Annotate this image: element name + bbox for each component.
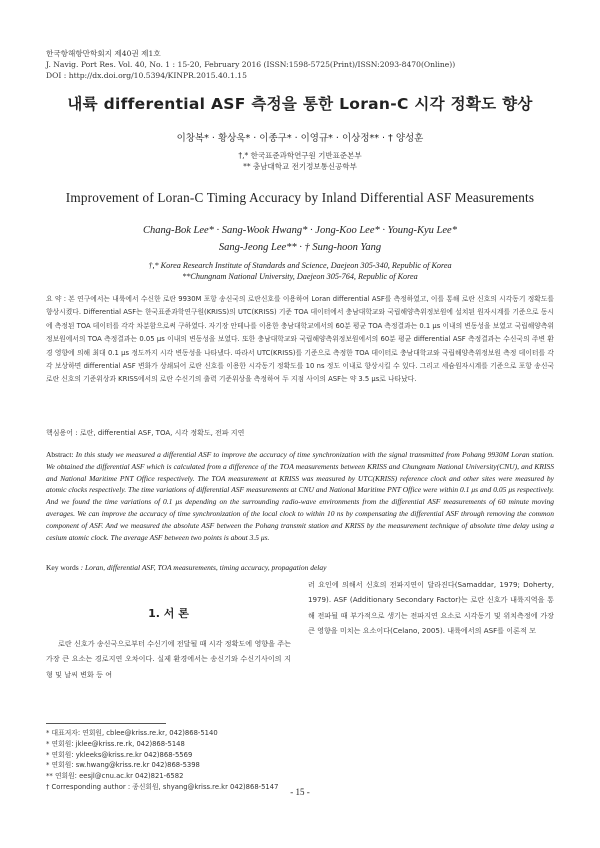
english-authors <box>0 222 600 256</box>
footnote-1: * 대표저자: 연회원, cblee@kriss.re.kr, 042)868-5140 <box>46 729 218 737</box>
korean-affiliation-2: ** 충남대학교 전기정보통신공학부 <box>243 162 357 171</box>
journal-citation: J. Navig. Port Res. Vol. 40, No. 1 : 15-20, February 2016 (ISSN:1598-5725(Print)/ISSN:2093-8470(Online)) <box>46 60 456 69</box>
english-abstract-label: Abstract: <box>46 450 74 459</box>
korean-title: 내륙 differential ASF 측정을 통한 Loran-C 시각 정확도 향상 <box>67 95 533 113</box>
english-abstract-text: In this study we measured a differential ASF to improve the accuracy of time synchronization with the signal transmitted from Pohang 9930M Loran station. We obtained the differential ASF which is calculated from a difference of the TOA measurements between KRISS and Chungnam National University(CNU), and KRISS and National Maritime PNT Office respectively. The TOA measurement at KRISS was measured by UTC(KRISS) reference clock and other sites were measured by atomic clocks respectively. The time variations of differential ASF measurements at CNU and National Maritime PNT Office were within 0.1 μs and 0.05 μs respectively. And we found the time variations of 0.1 μs depending on the surrounding radio-wave environments from the differential ASF measurements of 60 minute moving averages. We can improve the accuracy of time synchronization of the local clock to within 10 ns by compensating the differential ASF through removing the common component of ASF. And we measured the absolute ASF between the Pohang transmit station and KRISS by the measurement technique of absolute time delay using a cesium atomic clock. The average ASF between two points is about 3.5 μs. <box>46 450 554 542</box>
journal-doi[interactable]: DOI : http://dx.doi.org/10.5394/KINPR.2015.40.1.15 <box>46 71 247 80</box>
intro-right-column: 러 요인에 의해서 신호의 전파지연이 달라진다(Samaddar, 1979; Doherty, 1979). ASF (Additionary Secondary Factor)는 로란 신호가 내륙지역을 통해 전파될 때 부가적으로 생기는 전파지연 요소로 시각동기 및 위치측정에 가장 큰 영향을 미치는 요소이다(Celano, 2005). 내륙에서의 ASF를 이론적 모 <box>308 580 554 635</box>
korean-affiliation-1: †,* 한국표준과학연구원 기반표준본부 <box>238 151 362 160</box>
english-title: Improvement of Loran-C Timing Accuracy by Inland Differential ASF Measurements <box>65 190 535 205</box>
footnote-6: † Corresponding author : 종신회원, shyang@kriss.re.kr 042)868-5147 <box>46 782 279 791</box>
page-number: - 15 - <box>290 787 310 797</box>
english-abstract <box>46 449 554 543</box>
english-affiliations <box>0 260 600 282</box>
english-keywords <box>46 563 326 572</box>
intro-left-column: 로란 신호가 송신국으로부터 수신기에 전달될 때 시각 정확도에 영향을 주는 가장 큰 요소는 경로지연 오차이다. 실제 환경에서는 송신기와 수신기사이의 지형 및 날씨 변화 등 여 <box>46 639 291 679</box>
korean-abstract: 요 약 : 본 연구에서는 내륙에서 수신한 로란 9930M 포항 송신국의 로란신호를 이용하여 Loran differential ASF를 측정하였고, 이를 통해 로란 신호의 시각동기 정확도를 향상시켰다. Differential ASF는 한국표준과학연구원(KRISS)의 UTC(KRISS) 기준 TOA 데이터에서 충남대학교와 국립해양측위정보원에 설치된 원자시계를 기준으로 동시에 측정된 TOA 데이터를 각각 차분함으로써 구하였다. 자기장 안테나를 이용한 충남대학교에서의 60분 평균 TOA 측정결과는 0.1 μs 이내의 변동성을 보였고 국립해양측위정보원에서의 TOA 측정결과는 0.05 μs 이내의 변동성을 보였다. 또한 충남대학교와 국립해양측위정보원에서의 60분 평균 differential ASF 측정결과는 수신국의 주변 환경 영향에 의해 최대 0.1 μs 정도까지 시각 변동성을 나타냈다. 따라서 UTC(KRISS)를 기준으로 측정한 TOA 데이터로 충남대학교와 국립해양측위정보원 측정 데이터를 각각 보상하면 differential ASF 변화가 상쇄되어 로란 신호를 이용한 시각동기 정확도를 10 ns 정도 이내로 향상시킬 수 있다. 그리고 세슘원자시계를 기준으로 포항 송신국 로란 신호의 기준위상과 KRISS에서의 로란 수신기의 출력 기준위상을 측정하여 두 지점 사이의 ASF는 약 3.5 μs로 나타났다. <box>46 295 554 384</box>
footnote-3: * 연회원: ykleeks@kriss.re.kr 042)868-5569 <box>46 750 193 759</box>
english-affiliation-2: **Chungnam National University, Daejeon 305-764, Republic of Korea <box>182 272 418 281</box>
korean-affiliations <box>0 150 600 172</box>
english-keywords-label: Key words <box>46 563 79 572</box>
english-keywords-text: : Loran, differential ASF, TOA measurements, timing accuracy, propagation delay <box>78 563 327 572</box>
footnote-2: * 연회원: jklee@kriss.re.rk, 042)868-5148 <box>46 739 185 748</box>
english-affiliation-1: †,* Korea Research Institute of Standards and Science, Daejeon 305-340, Republic of Korea <box>148 261 452 270</box>
korean-keywords: 핵심용어 : 로란, differential ASF, TOA, 시각 정확도, 전파 지연 <box>46 429 245 437</box>
section-heading-introduction: 1. 서 론 <box>148 607 189 620</box>
journal-header <box>46 48 455 81</box>
footnote-divider <box>46 723 166 724</box>
english-authors-line-2: Sang-Jeong Lee** · † Sung-hoon Yang <box>218 242 382 253</box>
footnote-4: * 연회원: sw.hwang@kriss.re.kr 042)868-5398 <box>46 761 200 770</box>
journal-korean-name: 한국항해항만학회지 제40권 제1호 <box>46 49 161 58</box>
korean-authors: 이창복* · 황상욱* · 이종구* · 이영규* · 이상정** · † 양성훈 <box>176 133 424 144</box>
footnotes <box>46 728 278 793</box>
footnote-5: ** 연회원: eesjl@cnu.ac.kr 042)821-6582 <box>46 772 184 781</box>
english-authors-line-1: Chang-Bok Lee* · Sang-Wook Hwang* · Jong-Koo Lee* · Young-Kyu Lee* <box>143 225 457 236</box>
